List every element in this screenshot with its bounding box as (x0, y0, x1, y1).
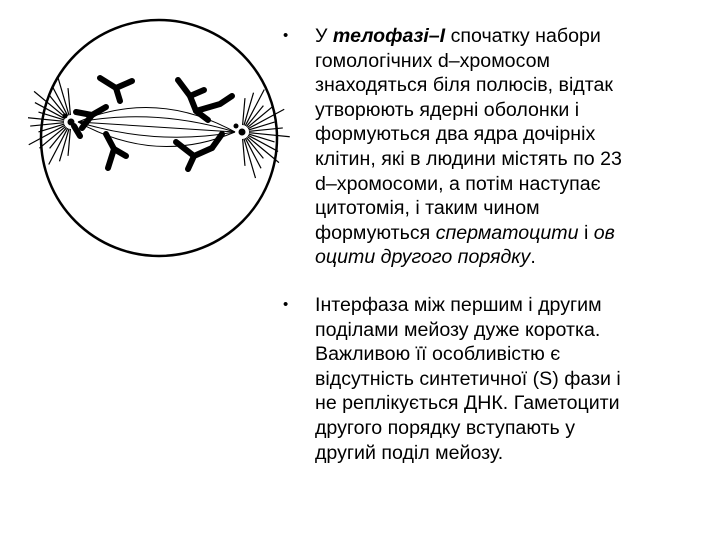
text-segment: поділами мейозу дуже коротка. (315, 318, 601, 341)
text-segment: не реплікується ДНК. Гаметоцити (315, 392, 620, 415)
bullet-marker: • (283, 27, 289, 44)
text-line (315, 318, 685, 343)
text-line (315, 416, 685, 441)
text-line (315, 245, 685, 270)
text-segment: гомологічних d–хромосом (315, 49, 550, 72)
text-segment: і (578, 221, 594, 244)
telophase-cell-diagram (28, 8, 290, 266)
text-segment: формуються два ядра дочірніх (315, 123, 596, 146)
text-segment: телофазі–І (332, 25, 446, 47)
spindle-fiber (78, 117, 235, 132)
text-segment: утворюють ядерні оболонки і (315, 98, 580, 121)
text-segment: сперматоцити (435, 221, 579, 244)
cell-membrane (41, 20, 277, 256)
text-line (315, 293, 685, 318)
text-segment: клітин, які в людини містять по 23 (315, 147, 622, 170)
text-line (315, 73, 685, 98)
text-line (315, 342, 685, 367)
text-segment: . (530, 246, 536, 269)
text-segment: оцити другого порядку (315, 246, 531, 269)
text-line (315, 24, 685, 49)
text-segment: d–хромосоми, а потім наступає (315, 172, 601, 195)
text-segment: другий поділ мейозу. (315, 441, 504, 464)
text-segment: другого порядку вступають у (315, 416, 576, 439)
text-segment: цитотомія, і таким чином (315, 197, 540, 220)
text-segment: Інтерфаза між першим і другим (315, 294, 602, 316)
bullet-marker: • (283, 296, 289, 313)
text-line (315, 391, 685, 416)
text-line (315, 221, 685, 246)
text-line (315, 172, 685, 197)
aster-ray (244, 139, 256, 178)
left-chromosomes (74, 78, 132, 168)
bullet-text (315, 293, 685, 465)
text-segment: ов (593, 221, 615, 244)
text-segment: відсутність синтетичної (S) фази і (315, 367, 621, 390)
text-line (315, 367, 685, 392)
text-segment: знаходяться біля полюсів, відтак (315, 74, 613, 97)
text-line (315, 49, 685, 74)
text-line (315, 98, 685, 123)
spindle-fiber (78, 122, 235, 132)
text-segment: формуються (315, 221, 436, 244)
text-line (315, 122, 685, 147)
text-line (315, 196, 685, 221)
spindle-fiber (78, 122, 235, 137)
text-segment: У (315, 25, 333, 47)
aster-ray (58, 76, 70, 115)
text-segment: Важливою її особливістю є (315, 343, 561, 366)
text-line (315, 441, 685, 466)
right-chromosomes (176, 80, 232, 169)
text-line (315, 147, 685, 172)
text-segment: спочатку набори (445, 25, 601, 47)
bullet-text (315, 24, 685, 270)
spindle-fibers (78, 107, 235, 146)
